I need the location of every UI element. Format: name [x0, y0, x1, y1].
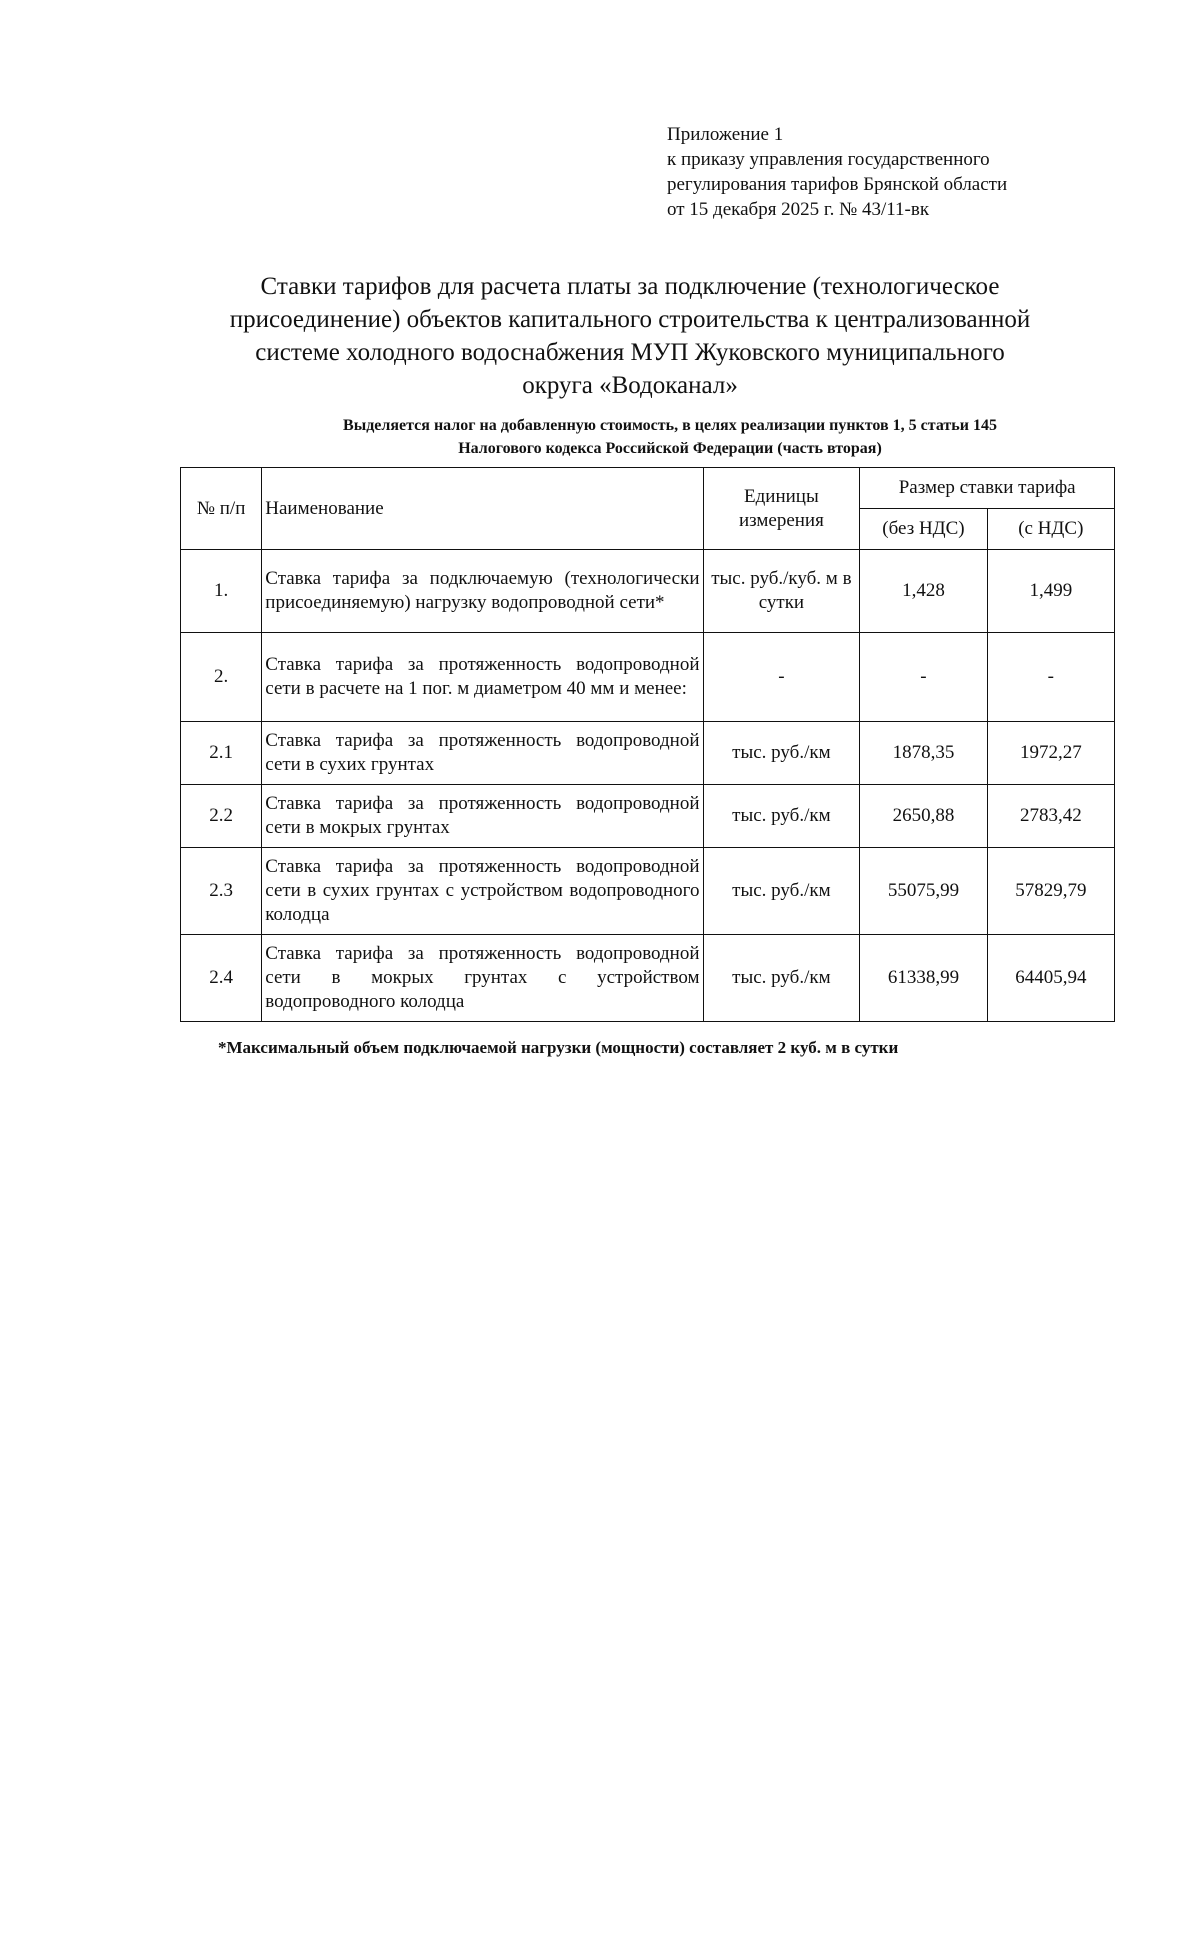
appendix-line: Приложение 1: [667, 124, 784, 145]
header-without-vat: (без НДС): [860, 509, 987, 550]
row-name: Ставка тарифа за протяженность водопроводной сети в мокрых грунтах с устройством водопроводного колодца: [262, 935, 703, 1022]
row-num: 2.1: [181, 722, 262, 785]
appendix-block: [667, 122, 1087, 222]
row-unit: -: [703, 633, 860, 722]
table-row: [181, 935, 1115, 1022]
table-row: [181, 633, 1115, 722]
table-row: [181, 785, 1115, 848]
row-without-vat: 2650,88: [860, 785, 987, 848]
appendix-line: регулирования тарифов Брянской области: [667, 174, 1008, 195]
appendix-line: к приказу управления государственного: [667, 149, 990, 170]
table-row: [181, 848, 1115, 935]
header-with-vat: (с НДС): [987, 509, 1114, 550]
row-unit: тыс. руб./км: [703, 722, 860, 785]
row-without-vat: 1,428: [860, 550, 987, 633]
row-with-vat: 57829,79: [987, 848, 1114, 935]
row-unit: тыс. руб./куб. м в сутки: [703, 550, 860, 633]
footnote: *Максимальный объем подключаемой нагрузки (мощности) составляет 2 куб. м в сутки: [218, 1038, 899, 1057]
header-num: № п/п: [181, 468, 262, 550]
vat-note: [270, 414, 1070, 460]
row-with-vat: 64405,94: [987, 935, 1114, 1022]
header-rate: Размер ставки тарифа: [860, 468, 1115, 509]
row-num: 2.3: [181, 848, 262, 935]
header-name: Наименование: [262, 468, 703, 550]
table-row: [181, 722, 1115, 785]
row-name: Ставка тарифа за протяженность водопроводной сети в сухих грунтах: [262, 722, 703, 785]
tariff-table: [180, 467, 1115, 1022]
row-without-vat: 61338,99: [860, 935, 987, 1022]
row-name: Ставка тарифа за протяженность водопроводной сети в мокрых грунтах: [262, 785, 703, 848]
row-name: Ставка тарифа за протяженность водопроводной сети в сухих грунтах с устройством водопроводного колодца: [262, 848, 703, 935]
header-unit: Единицы измерения: [703, 468, 860, 550]
title-line: системе холодного водоснабжения МУП Жуковского муниципального: [255, 339, 1005, 366]
vat-note-line: Налогового кодекса Российской Федерации (часть вторая): [458, 440, 882, 457]
vat-note-line: Выделяется налог на добавленную стоимость, в целях реализации пунктов 1, 5 статьи 145: [343, 417, 997, 434]
row-with-vat: 1972,27: [987, 722, 1114, 785]
appendix-line: от 15 декабря 2025 г. № 43/11-вк: [667, 199, 930, 220]
row-with-vat: 1,499: [987, 550, 1114, 633]
row-unit: тыс. руб./км: [703, 848, 860, 935]
title-line: Ставки тарифов для расчета платы за подключение (технологическое: [260, 273, 1000, 300]
row-name: Ставка тарифа за протяженность водопроводной сети в расчете на 1 пог. м диаметром 40 мм и менее:: [262, 633, 703, 722]
row-num: 2.4: [181, 935, 262, 1022]
row-num: 1.: [181, 550, 262, 633]
document-title: [200, 270, 1060, 402]
row-with-vat: 2783,42: [987, 785, 1114, 848]
title-line: присоединение) объектов капитального строительства к централизованной: [229, 306, 1031, 333]
row-with-vat: -: [987, 633, 1114, 722]
row-name: Ставка тарифа за подключаемую (технологически присоединяемую) нагрузку водопроводной сети*: [262, 550, 703, 633]
row-unit: тыс. руб./км: [703, 785, 860, 848]
title-line: округа «Водоканал»: [522, 372, 738, 399]
row-num: 2.2: [181, 785, 262, 848]
row-unit: тыс. руб./км: [703, 935, 860, 1022]
row-without-vat: -: [860, 633, 987, 722]
table-row: [181, 550, 1115, 633]
row-num: 2.: [181, 633, 262, 722]
row-without-vat: 55075,99: [860, 848, 987, 935]
table-header-row: [181, 468, 1115, 509]
row-without-vat: 1878,35: [860, 722, 987, 785]
